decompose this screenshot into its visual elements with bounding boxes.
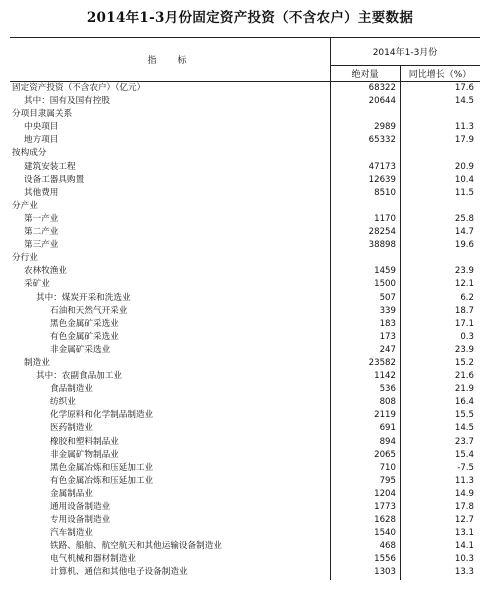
row-absolute-value: 247 [379,344,396,355]
table-row [10,108,480,121]
row-label: 非金属矿物制品业 [50,449,119,460]
row-label: 有色金属矿采选业 [50,331,119,342]
row-yoy-value: 25.8 [454,213,474,224]
row-label: 分产业 [12,200,38,211]
row-yoy-value: 17.9 [454,135,474,146]
table-row [10,449,480,462]
row-label: 化学原料和化学制品制造业 [50,410,154,421]
row-absolute-value: 68322 [368,83,396,93]
table-row [10,475,480,488]
row-label: 设备工器具购置 [24,174,85,185]
row-label: 纺织业 [50,397,76,408]
table-row [10,566,480,579]
row-label: 分项目隶属关系 [12,109,73,120]
row-absolute-value: 23582 [368,357,396,368]
row-absolute-value: 1628 [374,515,396,526]
row-absolute-value: 1204 [374,488,396,499]
table-row [10,527,480,540]
row-absolute-value: 8510 [374,187,396,198]
table-row [10,357,480,370]
row-absolute-value: 691 [379,423,396,434]
row-absolute-value: 28254 [368,227,396,238]
table-row [10,501,480,514]
row-label: 金属制品业 [50,488,93,499]
row-label: 制造业 [24,357,50,368]
row-label: 通用设备制造业 [50,502,111,512]
row-absolute-value: 468 [379,541,396,552]
row-label: 地方项目 [24,135,59,146]
header-absolute: 绝对量 [330,65,401,81]
row-yoy-value: 11.3 [454,122,474,133]
row-yoy-value: 14.9 [454,488,474,499]
row-yoy-value: 21.6 [454,371,474,382]
row-label: 汽车制造业 [50,528,93,539]
row-absolute-value: 1773 [374,502,396,512]
row-absolute-value: 795 [379,475,396,486]
row-label: 固定资产投资（不含农户）（亿元） [12,83,146,93]
row-yoy-value: 14.5 [454,96,474,107]
table-row [10,213,480,226]
row-label: 专用设备制造业 [50,515,111,526]
table-row [10,514,480,527]
row-absolute-value: 339 [379,305,396,316]
row-absolute-value: 808 [379,397,396,408]
row-label: 电气机械和器材制造业 [50,554,136,565]
row-label: 食品制造业 [50,384,93,395]
table-row [10,422,480,435]
row-yoy-value: 15.4 [454,449,474,460]
table-row [10,331,480,344]
row-absolute-value: 1540 [374,528,396,539]
table-row [10,174,480,187]
table-row [10,383,480,396]
row-label: 采矿业 [24,279,50,290]
row-yoy-value: 19.6 [454,240,474,251]
row-label: 其中：国有及国有控股 [24,96,110,107]
table-row [10,553,480,566]
row-label: 石油和天然气开采业 [50,305,128,316]
row-label: 黑色金属矿采选业 [50,318,119,329]
row-absolute-value: 894 [379,436,396,447]
header-yoy: 同比增长（%） [408,69,472,80]
row-absolute-value: 173 [379,331,396,342]
row-absolute-value: 1170 [374,213,396,224]
table-body [10,82,480,580]
table-row [10,436,480,449]
row-absolute-value: 1556 [374,554,396,565]
table-row [10,305,480,318]
table-row [10,239,480,252]
row-label: 非金属矿采选业 [50,344,111,355]
table-row [10,488,480,501]
row-yoy-value: 10.3 [454,554,474,565]
row-label: 其他费用 [24,187,59,198]
row-yoy-value: 6.2 [460,292,474,303]
row-yoy-value: 23.7 [454,436,474,447]
row-absolute-value: 1303 [374,567,396,578]
row-yoy-value: 17.1 [454,318,474,329]
table-header [10,37,480,82]
row-yoy-value: 16.4 [454,397,474,408]
table-row [10,540,480,553]
data-table [10,37,480,580]
row-absolute-value: 710 [379,462,396,473]
row-absolute-value: 1142 [374,371,396,382]
table-row [10,187,480,200]
row-yoy-value: 18.7 [454,305,474,316]
row-absolute-value: 2119 [374,410,396,421]
row-yoy-value: 14.5 [454,423,474,434]
row-label: 铁路、船舶、航空航天和其他运输设备制造业 [50,541,222,552]
row-label: 农林牧渔业 [24,266,67,277]
table-row [10,344,480,357]
row-absolute-value: 20644 [368,96,396,107]
table-row [10,370,480,383]
table-row [10,200,480,213]
row-absolute-value: 2065 [374,449,396,460]
row-label: 医药制造业 [50,423,93,434]
row-label: 橡胶和塑料制品业 [50,436,119,447]
row-label: 按构成分 [12,148,47,159]
row-label: 第一产业 [24,213,59,224]
row-yoy-value: 17.8 [454,502,474,512]
table-row [10,95,480,108]
row-absolute-value: 38898 [368,240,396,251]
row-yoy-value: 15.2 [454,357,474,368]
row-yoy-value: -7.5 [457,462,474,473]
table-row [10,226,480,239]
row-label: 第二产业 [24,227,59,238]
row-yoy-value: 11.3 [454,475,474,486]
row-label: 其中：煤炭开采和洗选业 [36,292,131,303]
row-label: 黑色金属冶炼和压延加工业 [50,462,154,473]
row-absolute-value: 536 [379,384,396,395]
row-yoy-value: 14.7 [454,227,474,238]
row-label: 有色金属冶炼和压延加工业 [50,475,154,486]
table-row [10,82,480,95]
row-yoy-value: 23.9 [454,344,474,355]
row-yoy-value: 21.9 [454,384,474,395]
row-yoy-value: 12.7 [454,515,474,526]
row-absolute-value: 1459 [374,266,396,277]
row-absolute-value: 12639 [368,174,396,185]
table-row [10,161,480,174]
row-absolute-value: 183 [379,318,396,329]
table-row [10,134,480,147]
table-row [10,121,480,134]
table-row [10,318,480,331]
row-absolute-value: 1500 [374,279,396,290]
table-row [10,278,480,291]
row-label: 第三产业 [24,240,59,251]
row-label: 中央项目 [24,122,59,133]
row-absolute-value: 65332 [368,135,396,146]
row-yoy-value: 23.9 [454,266,474,277]
row-yoy-value: 12.1 [454,279,474,290]
row-label: 计算机、通信和其他电子设备制造业 [50,567,188,578]
row-label: 建筑安装工程 [24,161,76,172]
table-row [10,292,480,305]
row-yoy-value: 0.3 [460,331,474,342]
row-absolute-value: 507 [379,292,396,303]
table-row [10,396,480,409]
row-yoy-value: 13.1 [454,528,474,539]
table-row [10,409,480,422]
header-period: 2014年1-3月份 [330,38,480,66]
header-indicator: 指 标 [10,38,331,81]
row-yoy-value: 11.5 [454,187,474,198]
row-yoy-value: 15.5 [454,410,474,421]
row-yoy-value: 10.4 [454,174,474,185]
table-row [10,147,480,160]
row-label: 其中：农副食品加工业 [36,371,122,382]
table-row [10,265,480,278]
table-row [10,462,480,475]
row-absolute-value: 2989 [374,122,396,133]
row-yoy-value: 20.9 [454,161,474,172]
row-yoy-value: 13.3 [454,567,474,578]
row-yoy-value: 17.6 [454,83,474,93]
row-label: 分行业 [12,253,38,264]
table-row [10,252,480,265]
row-absolute-value: 47173 [368,161,396,172]
row-yoy-value: 14.1 [454,541,474,552]
page-title: 2014年1-3月份固定资产投资（不含农户）主要数据 [86,10,414,26]
